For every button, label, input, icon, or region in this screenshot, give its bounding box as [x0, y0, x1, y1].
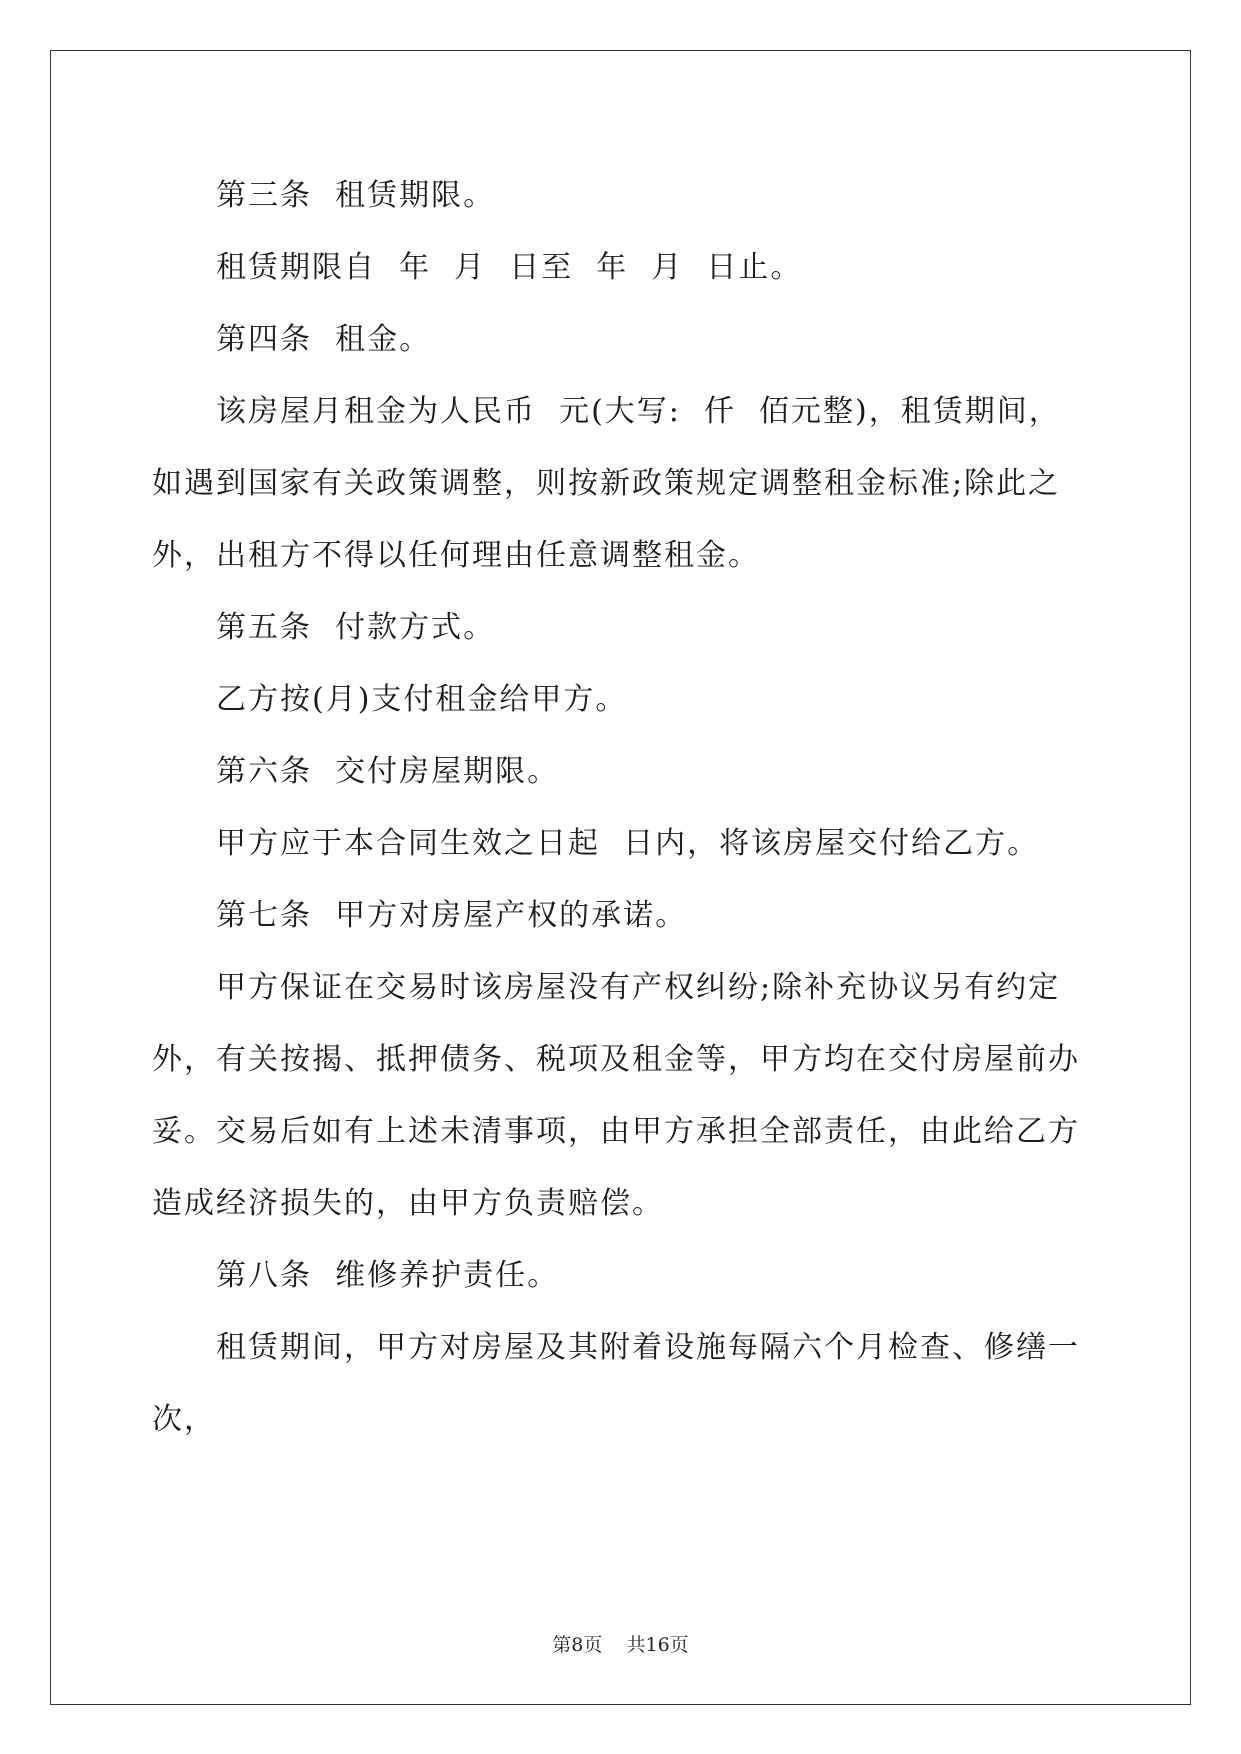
article-8-heading: 第八条 维修养护责任。 — [216, 1258, 560, 1293]
article-3-text: 租赁期限自 年 月 日至 年 月 日止。 — [216, 250, 803, 285]
document-body — [152, 160, 1092, 1456]
article-4-text: 该房屋月租金为人民币 元(大写: 仟 佰元整)，租赁期间，如遇到国家有关政策调整，则按新政策规定调整租金标准;除此之外，出租方不得以任何理由任意调整租金。 — [152, 394, 1061, 573]
article-7-heading: 第七条 甲方对房屋产权的承诺。 — [216, 898, 688, 933]
article-6-heading: 第六条 交付房屋期限。 — [216, 754, 560, 789]
page-number-footer: 第8页 共16页 — [552, 1634, 689, 1656]
article-8-text: 租赁期间，甲方对房屋及其附着设施每隔六个月检查、修缮一次， — [152, 1330, 1080, 1437]
article-5-heading: 第五条 付款方式。 — [216, 610, 496, 645]
article-7-text: 甲方保证在交易时该房屋没有产权纠纷;除补充协议另有约定外，有关按揭、抵押债务、税项及租金等，甲方均在交付房屋前办妥。交易后如有上述未清事项，由甲方承担全部责任，由此给乙方造成经济损失的，由甲方负责赔偿。 — [152, 970, 1080, 1221]
article-3-heading: 第三条 租赁期限。 — [216, 178, 496, 213]
article-6-text: 甲方应于本合同生效之日起 日内，将该房屋交付给乙方。 — [216, 826, 1040, 861]
article-4-heading: 第四条 租金。 — [216, 322, 432, 357]
article-5-text: 乙方按(月)支付租金给甲方。 — [216, 682, 628, 717]
